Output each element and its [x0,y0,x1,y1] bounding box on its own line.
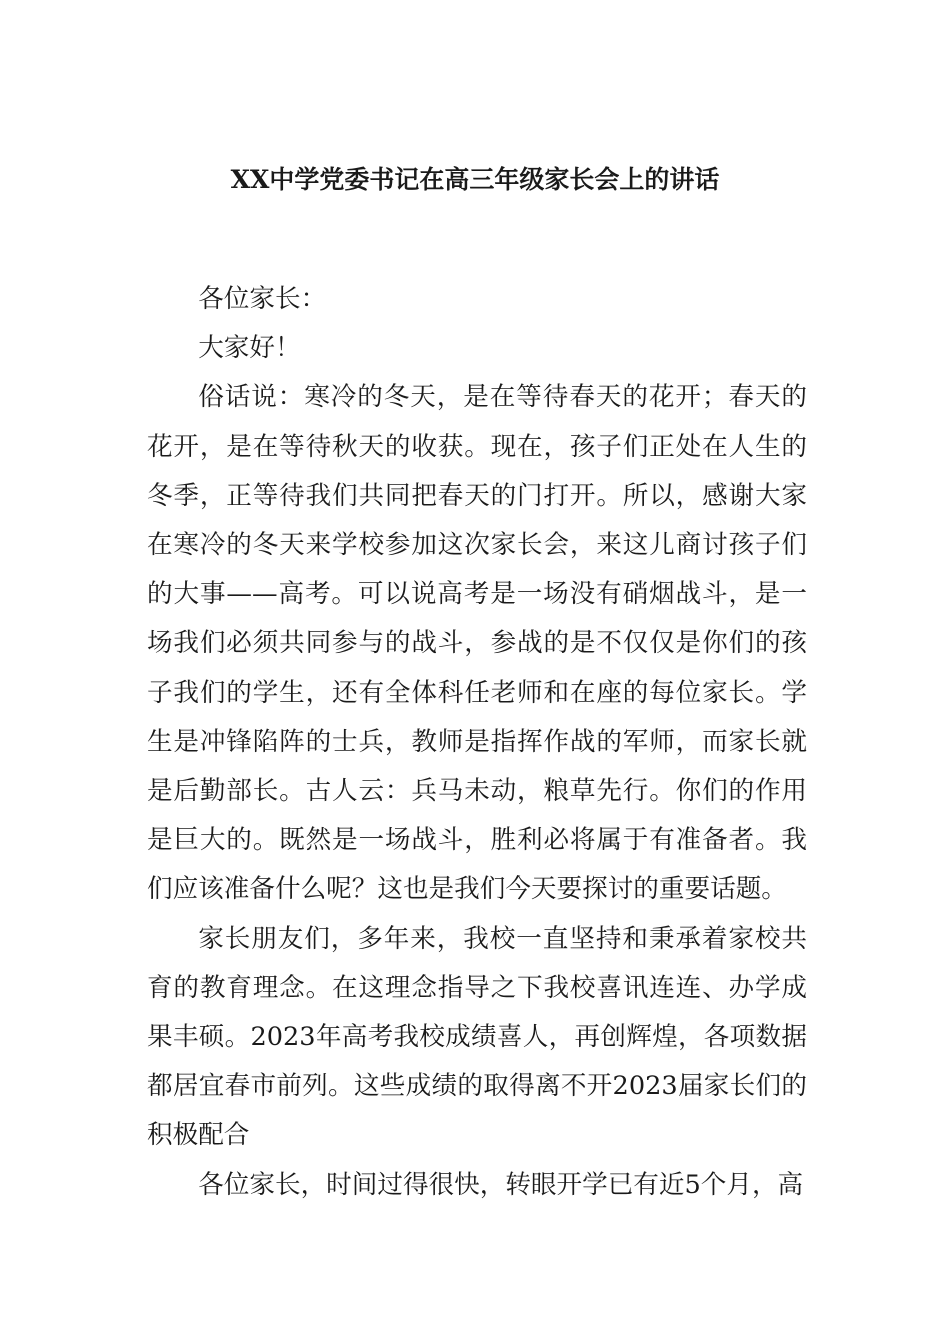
greeting-paragraph: 各位家长： [198,284,327,314]
body-paragraph-2: 家长朋友们，多年来，我校一直坚持和秉承着家校共育的教育理念。在这理念指导之下我校喜讯连连、办学成果丰硕。2023年高考我校成绩喜人，再创辉煌，各项数据都居宜春市前列。这些成绩的取得离不开2023届家长们的积极配合 [147,923,807,1151]
document-body [147,275,807,1210]
document-title: XX中学党委书记在高三年级家长会上的讲话 [230,165,720,194]
body-paragraph-1: 俗话说：寒冷的冬天，是在等待春天的花开；春天的花开，是在等待秋天的收获。现在，孩子们正处在人生的冬季，正等待我们共同把春天的门打开。所以，感谢大家在寒冷的冬天来学校参加这次家长会，来这儿商讨孩子们的大事——高考。可以说高考是一场没有硝烟战斗，是一场我们必须共同参与的战斗，参战的是不仅仅是你们的孩子我们的学生，还有全体科任老师和在座的每位家长。学生是冲锋陷阵的士兵，教师是指挥作战的军师，而家长就是后勤部长。古人云：兵马未动，粮草先行。你们的作用是巨大的。既然是一场战斗，胜利必将属于有准备者。我们应该准备什么呢？这也是我们今天要探讨的重要话题。 [147,382,807,905]
body-paragraph-3: 各位家长，时间过得很快，转眼开学已有近5个月，高 [198,1169,804,1200]
salutation-paragraph: 大家好！ [198,333,301,364]
